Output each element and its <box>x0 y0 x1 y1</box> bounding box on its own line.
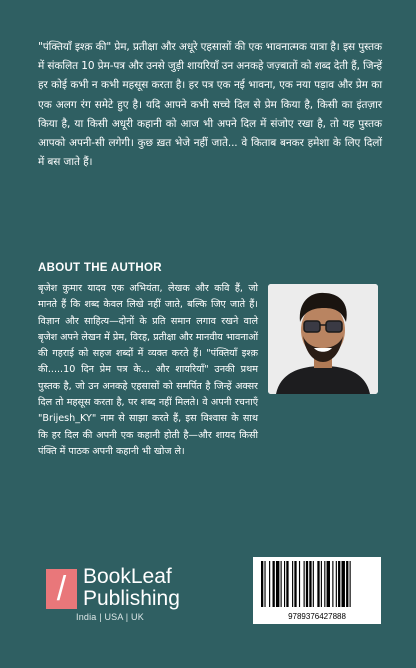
barcode-bar <box>306 561 308 607</box>
barcode-bar <box>261 561 263 607</box>
barcode-bar <box>304 561 305 607</box>
barcode-bar <box>309 561 311 607</box>
about-author-heading: ABOUT THE AUTHOR <box>38 262 162 274</box>
barcode-bar <box>276 561 279 607</box>
barcode-bars <box>253 561 381 613</box>
barcode-bar <box>342 561 345 607</box>
barcode-bar <box>338 561 340 607</box>
barcode-bar <box>294 561 296 607</box>
publisher-logo-mark <box>46 569 77 609</box>
barcode-bar <box>299 561 300 607</box>
barcode-bar <box>336 561 337 607</box>
barcode-bar <box>284 561 285 607</box>
barcode-bar <box>321 561 322 607</box>
barcode-bar <box>317 561 319 607</box>
back-cover-blurb: "पंक्तियाँ इश्क़ की" प्रेम, प्रतीक्षा और अधूरे एहसासों की एक भावनात्मक यात्रा है। इस पुस्तक में संकलित 10 प्रेम-पत्र और उनसे जुड़ी शायरियाँ उन अनकहे जज़्बातों को शब्द देती हैं, जिन्हें हर कोई कभी न कभी महसूस करता है। हर पत्र एक नई भावना, एक नया पड़ाव और प्रेम का एक अलग रंग समेटे हुए है। यदि आपने कभी सच्चे दिल से प्रेम किया है, किसी का इंतज़ार किया है, या किसी अधूरी कहानी को आज भी अपने दिल में संजोए रखा है, तो यह पुस्तक आपको अपनी-सी लगेगी। कुछ ख़त भेजे नहीं जाते... वे किताब बनकर हमेशा के लिए दिलों में बस जाते हैं। <box>38 41 382 169</box>
publisher-regions: India | USA | UK <box>76 612 144 622</box>
author-photo <box>268 284 378 394</box>
isbn-barcode <box>253 557 381 624</box>
barcode-bar <box>269 561 270 607</box>
barcode-bar <box>281 561 282 607</box>
barcode-bar <box>286 561 288 607</box>
barcode-bar <box>327 561 330 607</box>
barcode-bar <box>332 561 333 607</box>
author-portrait-image <box>268 284 378 394</box>
author-bio: बृजेश कुमार यादव एक अभियंता, लेखक और कवि हैं, जो मानते हैं कि शब्द केवल लिखे नहीं जाते, बल्कि जिए जाते हैं। विज्ञान और साहित्य—दोनों के प्रति समान लगाव रखने वाले बृजेश अपने लेखन में प्रेम, विरह, प्रतीक्षा और मानवीय भावनाओं की गहराई को सहज शब्दों में व्यक्त करते हैं। "पंक्तियाँ इश्क़ की.....10 दिन प्रेम पत्र के... और शायरियाँ" उनकी प्रथम पुस्तक है, जो उन अनकहे एहसासों को समर्पित है जिन्हें अक्सर दिल तो महसूस करता है, पर शब्द नहीं मिलते। वे अपनी रचनाएँ "Brijesh_KY" नाम से साझा करते हैं, इस विश्वास के साथ कि हर दिल की अपनी एक कहानी होती है—और शायद किसी पंक्ति में पाठक अपनी कहानी भी खोज ले। <box>38 283 258 457</box>
barcode-bar <box>313 561 314 607</box>
barcode-bar <box>273 561 275 607</box>
barcode-bar <box>292 561 293 607</box>
barcode-bar <box>264 561 265 607</box>
barcode-bar <box>350 561 351 607</box>
publisher-name-line1: BookLeaf <box>83 565 172 588</box>
isbn-number: 9789376427888 <box>288 612 346 621</box>
publisher-name-line2: Publishing <box>83 587 180 610</box>
publisher-logo-slash: / <box>56 570 67 608</box>
barcode-bar <box>346 561 348 607</box>
barcode-bar <box>324 561 325 607</box>
